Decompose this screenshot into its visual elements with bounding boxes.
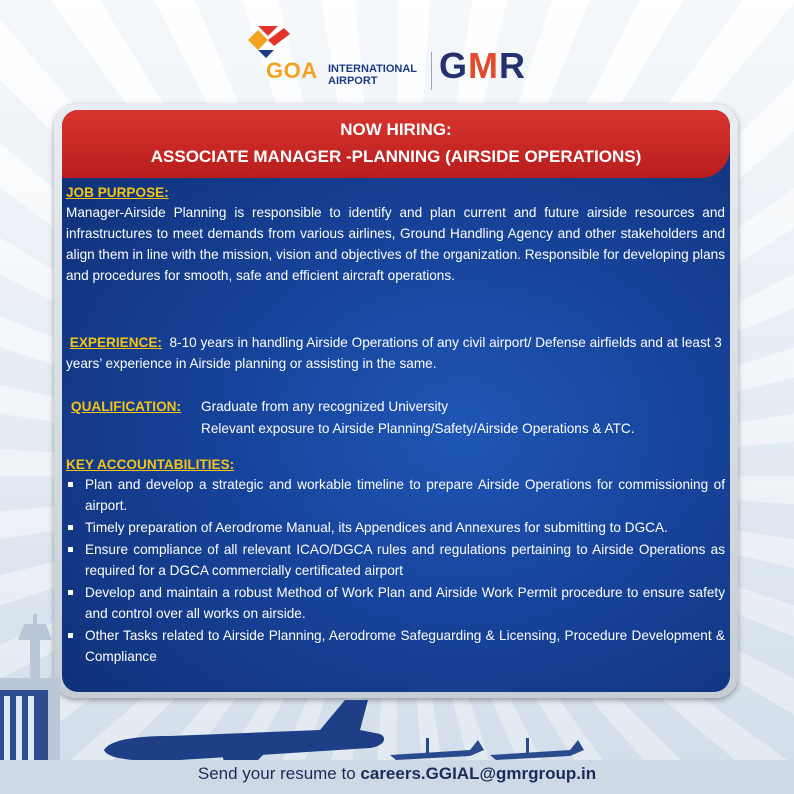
contact-email-link[interactable]: careers.GGIAL@gmrgroup.in — [360, 764, 597, 783]
gmr-g: G — [439, 45, 469, 86]
intl-line2: AIRPORT — [328, 75, 378, 87]
list-item: Other Tasks related to Airside Planning, Aerodrome Safeguarding & Licensing, Procedure Development & Compliance — [66, 625, 725, 667]
qualification-line2: Relevant exposure to Airside Planning/Safety/Airside Operations & ATC. — [201, 421, 635, 436]
list-item: Ensure compliance of all relevant ICAO/DGCA rules and regulations pertaining to Airside Operations as required for a DGCA commercially certificated airport — [66, 539, 725, 581]
logo-divider — [431, 52, 432, 90]
gmr-r: R — [499, 45, 527, 86]
experience-text: 8-10 years in handling Airside Operations of any civil airport/ Defense airfields and at least 3 years’ experience in Airside planning or assisting in the same. — [66, 335, 722, 371]
experience-heading: EXPERIENCE: — [69, 335, 162, 350]
list-item: Plan and develop a strategic and workable timeline to prepare Airside Operations for commissioning of airport. — [66, 474, 725, 516]
job-purpose-heading: JOB PURPOSE: — [66, 185, 169, 200]
goa-wordmark: GOA — [266, 58, 318, 83]
key-accountabilities-heading: KEY ACCOUNTABILITIES: — [66, 457, 235, 472]
experience-block — [66, 332, 725, 374]
qualification-line1: Graduate from any recognized University — [201, 399, 449, 414]
qualification-heading: QUALIFICATION: — [71, 399, 181, 414]
list-item: Timely preparation of Aerodrome Manual, its Appendices and Annexures for submitting to DGCA. — [66, 517, 725, 538]
gmr-m: M — [468, 45, 500, 86]
footer-prefix: Send your resume to — [197, 764, 356, 783]
list-item: Develop and maintain a robust Method of Work Plan and Airside Work Permit procedure to ensure safety and control over all works on airside. — [66, 582, 725, 624]
international-airport-label — [328, 63, 417, 87]
footer-contact — [0, 764, 794, 784]
title-line2: ASSOCIATE MANAGER -PLANNING (AIRSIDE OPERATIONS) — [150, 147, 642, 166]
intl-line1: INTERNATIONAL — [328, 63, 418, 75]
airplane-icon — [104, 700, 384, 768]
gmr-logo — [439, 45, 527, 86]
parked-planes-icon — [390, 738, 584, 760]
goa-airport-logo-icon — [244, 22, 292, 62]
title-banner — [62, 110, 730, 178]
title-line1: NOW HIRING: — [340, 120, 452, 139]
job-purpose-text: Manager-Airside Planning is responsible to identify and plan current and future airside resources and infrastructures to meet demands from various airlines, Ground Handling Agency and other stakeholders and align them in line with the mission, vision and objectives of the organization. Responsible for developing plans and procedures for smooth, safe and efficient aircraft operations. — [66, 205, 725, 283]
